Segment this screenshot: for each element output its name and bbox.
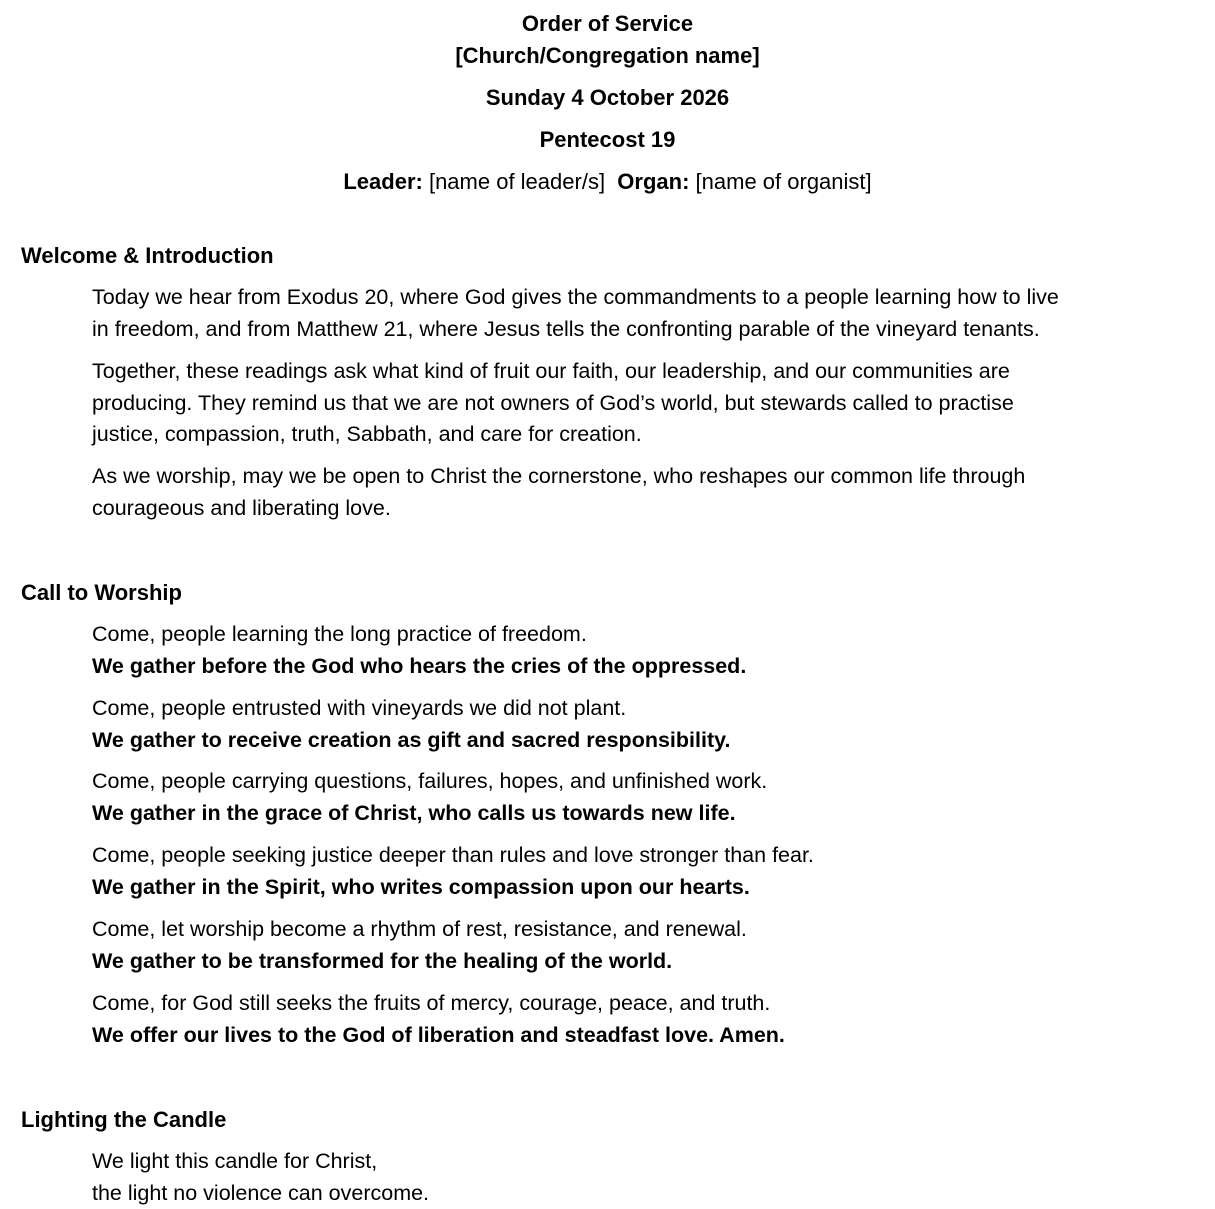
call-exchange: [92, 988, 1192, 1051]
welcome-heading: Welcome & Introduction: [21, 240, 274, 272]
people-response: We gather in the Spirit, who writes compassion upon our hearts.: [92, 872, 1192, 904]
leader-line: Come, people carrying questions, failures, hopes, and unfinished work.: [92, 766, 1192, 798]
welcome-line: As we worship, may we be open to Christ the cornerstone, who reshapes our common life through: [92, 461, 1192, 493]
service-header: [0, 8, 1215, 198]
call-exchange: [92, 766, 1192, 829]
welcome-line: in freedom, and from Matthew 21, where Jesus tells the confronting parable of the vineyard tenants.: [92, 314, 1192, 346]
welcome-line: Together, these readings ask what kind of fruit our faith, our leadership, and our communities are: [92, 356, 1192, 388]
organ-value: [name of organist]: [689, 169, 871, 194]
welcome-line: justice, compassion, truth, Sabbath, and care for creation.: [92, 419, 1192, 451]
leader-value: [name of leader/s]: [423, 169, 605, 194]
call-exchange: [92, 619, 1192, 682]
candle-line: the light no violence can overcome.: [92, 1178, 1192, 1209]
welcome-line: courageous and liberating love.: [92, 493, 1192, 525]
leader-line: Come, people entrusted with vineyards we did not plant.: [92, 693, 1192, 725]
candle-text: [92, 1146, 1192, 1209]
service-title: Order of Service: [0, 8, 1215, 40]
leader-line: Come, for God still seeks the fruits of mercy, courage, peace, and truth.: [92, 988, 1192, 1020]
welcome-paragraph: [92, 282, 1192, 345]
leader-line: Come, people seeking justice deeper than rules and love stronger than fear.: [92, 840, 1192, 872]
welcome-paragraph: [92, 356, 1192, 451]
call-exchange: [92, 914, 1192, 977]
people-response: We gather to be transformed for the healing of the world.: [92, 946, 1192, 978]
leader-line: Come, people learning the long practice of freedom.: [92, 619, 1192, 651]
candle-line: We light this candle for Christ,: [92, 1146, 1192, 1178]
people-response: We gather before the God who hears the cries of the oppressed.: [92, 651, 1192, 683]
call-heading: Call to Worship: [21, 577, 182, 609]
welcome-line: producing. They remind us that we are not owners of God’s world, but stewards called to practise: [92, 388, 1192, 420]
service-date: Sunday 4 October 2026: [0, 82, 1215, 114]
people-response: We gather in the grace of Christ, who calls us towards new life.: [92, 798, 1192, 830]
call-exchange: [92, 840, 1192, 903]
call-exchange: [92, 693, 1192, 756]
people-response: We offer our lives to the God of liberation and steadfast love. Amen.: [92, 1020, 1192, 1052]
leader-label: Leader:: [343, 169, 422, 194]
candle-heading: Lighting the Candle: [21, 1104, 226, 1136]
welcome-line: Today we hear from Exodus 20, where God gives the commandments to a people learning how to live: [92, 282, 1192, 314]
people-response: We gather to receive creation as gift and sacred responsibility.: [92, 725, 1192, 757]
congregation-name: [Church/Congregation name]: [0, 40, 1215, 72]
welcome-paragraph: [92, 461, 1192, 524]
liturgical-season: Pentecost 19: [0, 124, 1215, 156]
leader-line: Come, let worship become a rhythm of rest, resistance, and renewal.: [92, 914, 1192, 946]
service-roles: [0, 166, 1215, 198]
organ-label: Organ:: [617, 169, 689, 194]
